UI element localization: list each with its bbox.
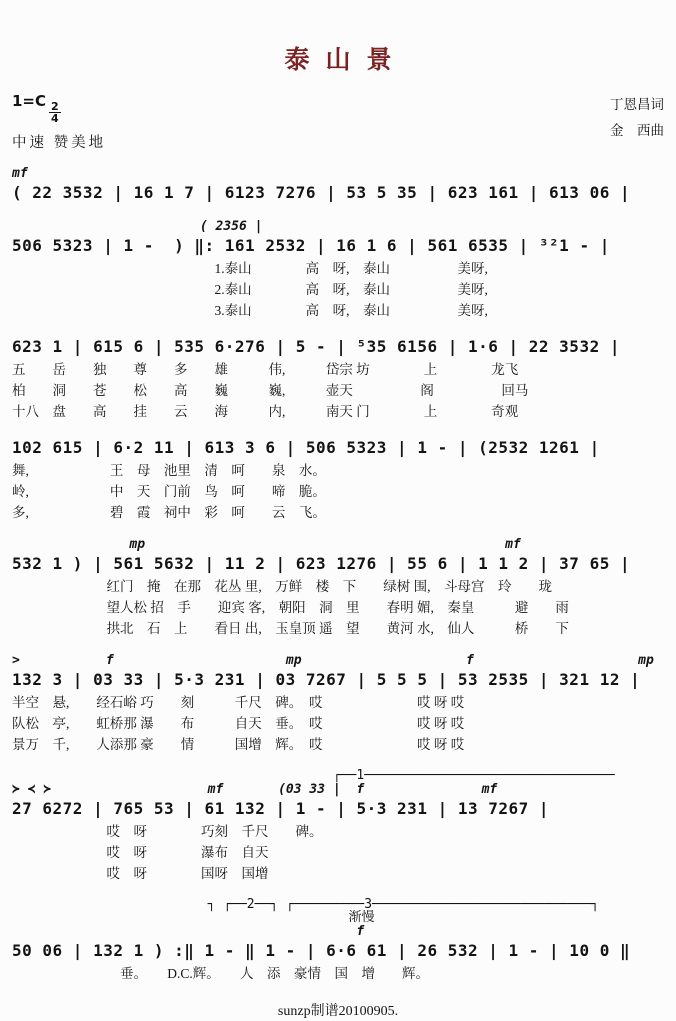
music-system-7 [12,769,664,884]
dynamics-line: mp mf [12,537,521,552]
key-tempo-block [12,92,106,152]
lyrics-line-verse3: 3.泰山 高 呀, 泰山 美呀, [12,303,488,318]
lyrics-line-verse2: 岭, 中 天 门前 鸟 呵 啼 脆。 [12,484,326,499]
lyrics-line-verse1: 1.泰山 高 呀, 泰山 美呀, [12,261,488,276]
dynamics-line: ≻ ≺ ≻ mf (03 33 | f mf [12,782,498,797]
notation-line: 50 06 | 132 1 ) :‖ 1 - ‖ 1 - | 6·6 61 | 26 532 | 1 - | 10 0 ‖ [12,941,631,960]
lyrics-line-verse2: 2.泰山 高 呀, 泰山 美呀, [12,282,488,297]
music-system-2 [12,219,664,321]
dynamics-line: f [12,924,365,939]
lyrics-line-verse3: 哎 呀 国呀 国增 [12,866,269,881]
pickup-measure-line: ( 2356 | [12,219,263,234]
lyrics-line-verse1: 舞, 王 母 池里 清 呵 泉 水。 [12,463,326,478]
lyrics-line-verse3: 拱北 石 上 看日 出, 玉皇顶 遥 望 黄河 水, 仙人 桥 下 [12,621,569,636]
music-system-3 [12,335,664,422]
composer-credit: 金 西曲 [610,122,664,138]
song-title: 泰山景 [284,47,408,74]
lyrics-line-verse1: 半空 悬, 经石峪 巧 刻 千尺 碑。 哎 哎 呀 哎 [12,695,465,710]
key-label: 1=C [12,92,47,110]
notation-line: 27 6272 | 765 53 | 61 132 | 1 - | 5·3 231 | 13 7267 | [12,799,550,818]
tempo-marking: 中速 赞美地 [12,135,107,151]
time-signature-numerator: 2 [51,100,59,113]
volta-brackets-2-3-line: ┐ ┌──2──┐ ┌─────────3────────────────────────────┐ [12,897,599,912]
notation-line: 506 5323 | 1 - ) ‖: 161 2532 | 16 1 6 | 561 6535 | ³²1 - | [12,236,610,255]
lyrics-line-verse2: 队松 亭, 虹桥那 瀑 布 自天 垂。 哎 哎 呀 哎 [12,716,465,731]
dynamics-line: mf [12,166,28,181]
music-system-8 [12,898,664,984]
key-signature [12,92,106,124]
music-system-6 [12,653,664,755]
lyrics-line-final: 垂。 D.C.辉。 人 添 豪情 国 增 辉。 [12,966,430,981]
dynamics-line: > f mp f mp [12,653,654,668]
notation-line: ( 22 3532 | 16 1 7 | 6123 7276 | 53 5 35 | 623 161 | 613 06 | [12,183,631,202]
ritardando-marking: 渐慢 [12,910,375,925]
time-signature-denominator: 4 [51,112,59,125]
score-header [12,92,664,152]
lyrics-line-verse3: 景万 千, 人添那 豪 情 国增 辉。 哎 哎 呀 哎 [12,737,465,752]
score-body [12,166,664,984]
volta-bracket-1-line: ┌──1──────────────────────────────── [12,768,615,783]
lyrics-line-verse2: 柏 洞 苍 松 高 巍 巍, 壶天 阁 回马 [12,383,529,398]
lyrics-line-verse2: 哎 呀 瀑布 自天 [12,845,269,860]
notation-line: 132 3 | 03 33 | 5·3 231 | 03 7267 | 5 5 5 | 53 2535 | 321 12 | [12,670,641,689]
lyrics-line-verse3: 多, 碧 霞 祠中 彩 呵 云 飞。 [12,505,326,520]
lyrics-line-verse1: 哎 呀 巧刻 千尺 碑。 [12,824,323,839]
lyrics-line-verse1: 红门 掩 在那 花丛 里, 万鲜 楼 下 绿树 围, 斗母宫 玲 珑 [12,579,552,594]
lyrics-line-verse2: 望人松 招 手 迎宾 客, 朝阳 洞 里 春明 媚, 秦皇 避 雨 [12,600,569,615]
music-system-4 [12,436,664,523]
lyrics-line-verse1: 五 岳 独 尊 多 雄 伟, 岱宗 坊 上 龙飞 [12,362,519,377]
music-system-1 [12,166,664,205]
lyricist-credit: 丁恩昌词 [610,97,664,112]
time-signature [49,101,61,124]
notation-line: 623 1 | 615 6 | 535 6·276 | 5 - | ⁵35 6156 | 1·6 | 22 3532 | [12,337,620,356]
lyrics-line-verse3: 十八 盘 高 挂 云 海 内, 南天 门 上 奇观 [12,404,519,419]
engraver-credit: sunzp制谱20100905. [277,1004,399,1019]
credits-block [610,92,664,143]
notation-line: 532 1 ) | 561 5632 | 11 2 | 623 1276 | 55 6 | 1 1 2 | 37 65 | [12,554,631,573]
notation-line: 102 615 | 6·2 11 | 613 3 6 | 506 5323 | 1 - | (2532 1261 | [12,438,600,457]
music-system-5 [12,537,664,639]
